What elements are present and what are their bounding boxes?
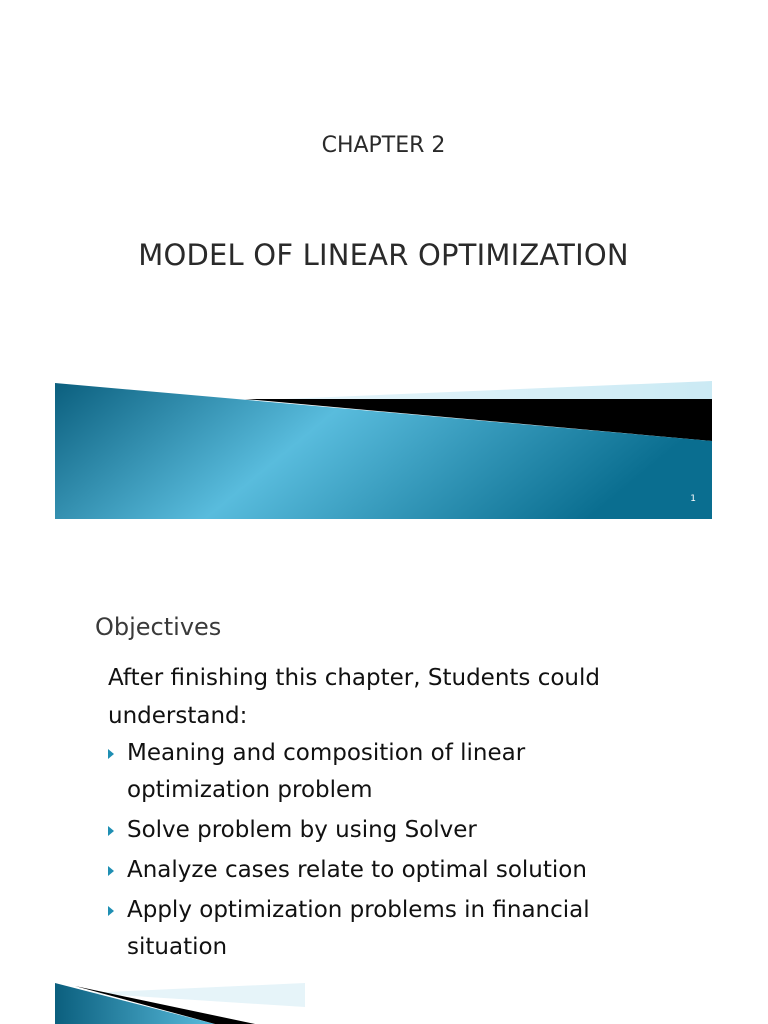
list-item — [108, 852, 668, 889]
triangle-bullet-icon — [108, 866, 114, 876]
triangle-bullet-icon — [108, 749, 114, 759]
list-item-text: Analyze cases relate to optimal solution — [127, 857, 587, 883]
slide-title: MODEL OF LINEAR OPTIMIZATION — [138, 238, 629, 272]
objectives-list — [108, 735, 668, 969]
pale-wedge — [235, 381, 712, 401]
title-banner — [55, 380, 712, 519]
footer-banner — [55, 983, 305, 1024]
objectives-heading: Objectives — [95, 613, 222, 641]
list-item — [108, 812, 668, 849]
chapter-label: CHAPTER 2 — [321, 133, 446, 158]
objectives-slide — [55, 565, 712, 1024]
list-item-text: Apply optimization problems in financial situation — [127, 897, 590, 960]
list-item — [108, 892, 668, 966]
intro-text: After finishing this chapter, Students could understand: — [108, 665, 600, 729]
slide-number: 1 — [690, 494, 696, 504]
triangle-bullet-icon — [108, 826, 114, 836]
title-slide — [55, 0, 712, 519]
list-item-text: Meaning and composition of linear optimization problem — [127, 740, 526, 803]
triangle-bullet-icon — [108, 906, 114, 916]
list-item — [108, 735, 668, 809]
list-item-text: Solve problem by using Solver — [127, 817, 477, 843]
